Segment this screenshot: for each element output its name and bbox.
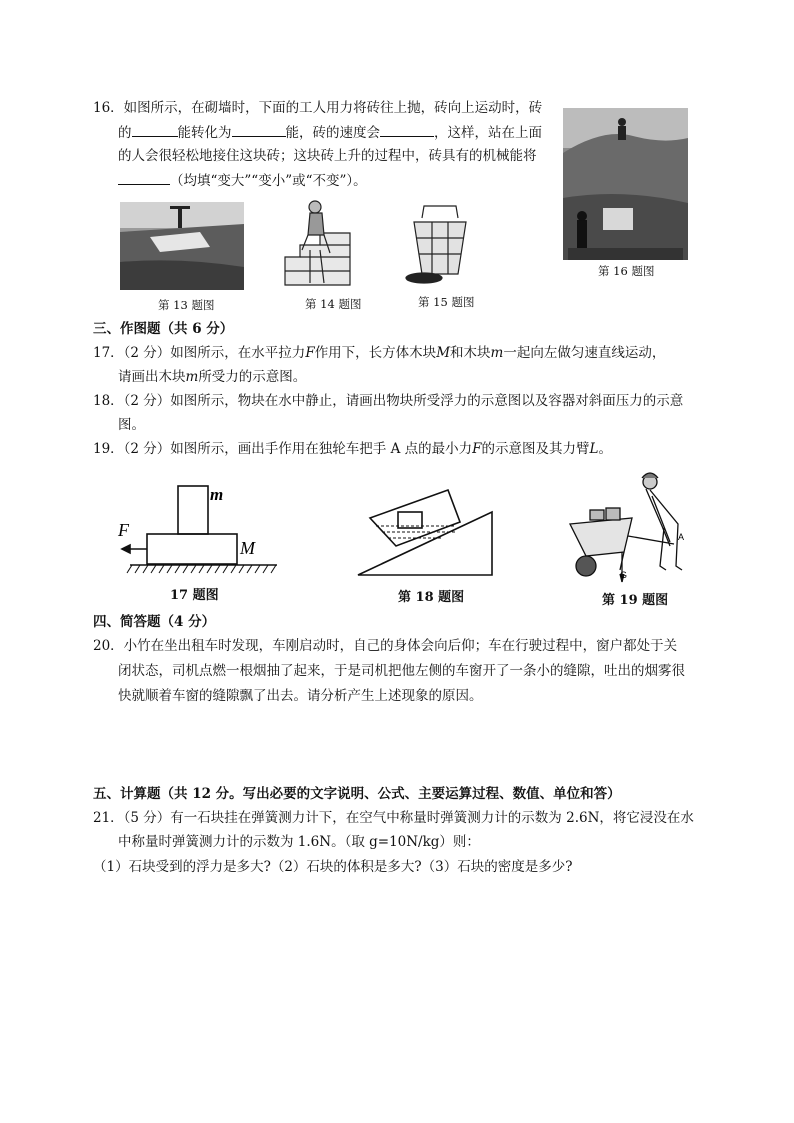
q16-text-b: 能转化为 <box>177 125 232 141</box>
q16-line3: 的人会很轻松地接住这块砖；这块砖上升的过程中，砖具有的机械能将 <box>118 148 537 164</box>
q16-text-c: 能，砖的速度会 <box>285 125 380 141</box>
q20-line3: 快就顺着车窗的缝隙飘了出去。请分析产生上述现象的原因。 <box>118 688 483 704</box>
fig17-block-M <box>147 534 237 564</box>
q17-line2 <box>118 367 306 387</box>
q17-var-F: F <box>305 345 315 361</box>
fig19-drawing <box>566 466 696 584</box>
fig17-label-M: M <box>240 538 255 558</box>
q16-line1: 16．如图所示，在砌墙时，下面的工人用力将砖往上抛，砖向上运动时，砖 <box>93 100 543 116</box>
fig15-drawing <box>402 198 480 286</box>
q19-text-c: 。 <box>598 441 612 457</box>
q17-line1 <box>93 343 665 363</box>
fig16-photo <box>563 108 688 260</box>
fig15-caption: 第 15 题图 <box>418 295 475 309</box>
q17-text-b: 作用下，长方体木块 <box>314 345 437 361</box>
q16-line2 <box>118 122 542 143</box>
q17-text-a: 17．（2 分）如图所示，在水平拉力 <box>93 345 306 361</box>
fig19-label-A: A <box>678 532 685 542</box>
fig14-drawing <box>280 195 355 290</box>
q21-line1: 21．（5 分）有一石块挂在弹簧测力计下，在空气中称量时弹簧测力计的示数为 2.6N，将它浸没在水 <box>93 810 694 826</box>
q18-line1: 18．（2 分）如图所示，物块在水中静止，请画出物块所受浮力的示意图以及容器对斜面压力的示意 <box>93 393 684 409</box>
section5-heading: 五、计算题（共 12 分。写出必要的文字说明、公式、主要运算过程、数值、单位和答） <box>93 786 621 802</box>
q17-text-e: 请画出木块 <box>118 369 186 385</box>
fig17-label-m: m <box>210 485 224 504</box>
q16-text-a: 的 <box>118 125 132 141</box>
q17-text-c: 和木块 <box>450 345 491 361</box>
section3-heading: 三、作图题（共 6 分） <box>93 321 234 337</box>
q19-var-F: F <box>472 441 482 457</box>
q17-text-d: 一起向左做匀速直线运动， <box>503 345 666 361</box>
fig17-block-m <box>178 486 208 534</box>
fig13-caption: 第 13 题图 <box>158 298 215 312</box>
q19-text-a: 19．（2 分）如图所示，画出手作用在独轮车把手 A 点的最小力 <box>93 441 473 457</box>
fig17-caption: 17 题图 <box>170 588 219 603</box>
q17-var-m: m <box>490 345 504 361</box>
fig19-caption: 第 19 题图 <box>602 593 669 608</box>
q21-line2: 中称量时弹簧测力计的示数为 1.6N。（取 g=10N/kg）则： <box>118 834 480 850</box>
q19-text-b: 的示意图及其力臂 <box>481 441 590 457</box>
q16-text-d: ，这样，站在上面 <box>434 125 542 141</box>
q17-text-f: 所受力的示意图。 <box>198 369 307 385</box>
section4-heading: 四、简答题（4 分） <box>93 614 216 630</box>
fig19-label-G: G <box>620 570 628 580</box>
q16-line4 <box>118 170 367 191</box>
q20-line1: 20．小竹在坐出租车时发现，车刚启动时，自己的身体会向后仰；车在行驶过程中，窗户都处于关 <box>93 638 678 654</box>
q16-blank-1[interactable] <box>132 122 178 137</box>
fig18-diagram <box>352 480 500 580</box>
fig18-incline <box>358 512 492 575</box>
q16-blank-3[interactable] <box>380 122 434 137</box>
q19-var-L: L <box>589 441 599 457</box>
fig19-barrow <box>570 518 632 556</box>
q17-var-m2: m <box>185 369 199 385</box>
q16-blank-4[interactable] <box>118 170 170 185</box>
fig18-caption: 第 18 题图 <box>398 590 465 605</box>
q16-line4-text: （均填“变大”“变小”或“不变”）。 <box>170 173 367 189</box>
fig19-wheel <box>576 556 596 576</box>
q18-line2: 图。 <box>118 417 145 433</box>
fig13-photo <box>120 202 244 290</box>
fig17-label-F: F <box>118 520 129 540</box>
q21-line3: （1）石块受到的浮力是多大?（2）石块的体积是多大?（3）石块的密度是多少? <box>93 859 573 875</box>
q16-blank-2[interactable] <box>232 122 286 137</box>
q20-line2: 闭状态，司机点燃一根烟抽了起来，于是司机把他左侧的车窗开了一条小的缝隙，吐出的烟雾很 <box>118 663 685 679</box>
q17-var-M: M <box>436 345 451 361</box>
fig17-diagram <box>112 478 284 578</box>
q19-line <box>93 439 612 459</box>
fig14-caption: 第 14 题图 <box>305 297 362 311</box>
fig16-caption: 第 16 题图 <box>598 264 655 278</box>
